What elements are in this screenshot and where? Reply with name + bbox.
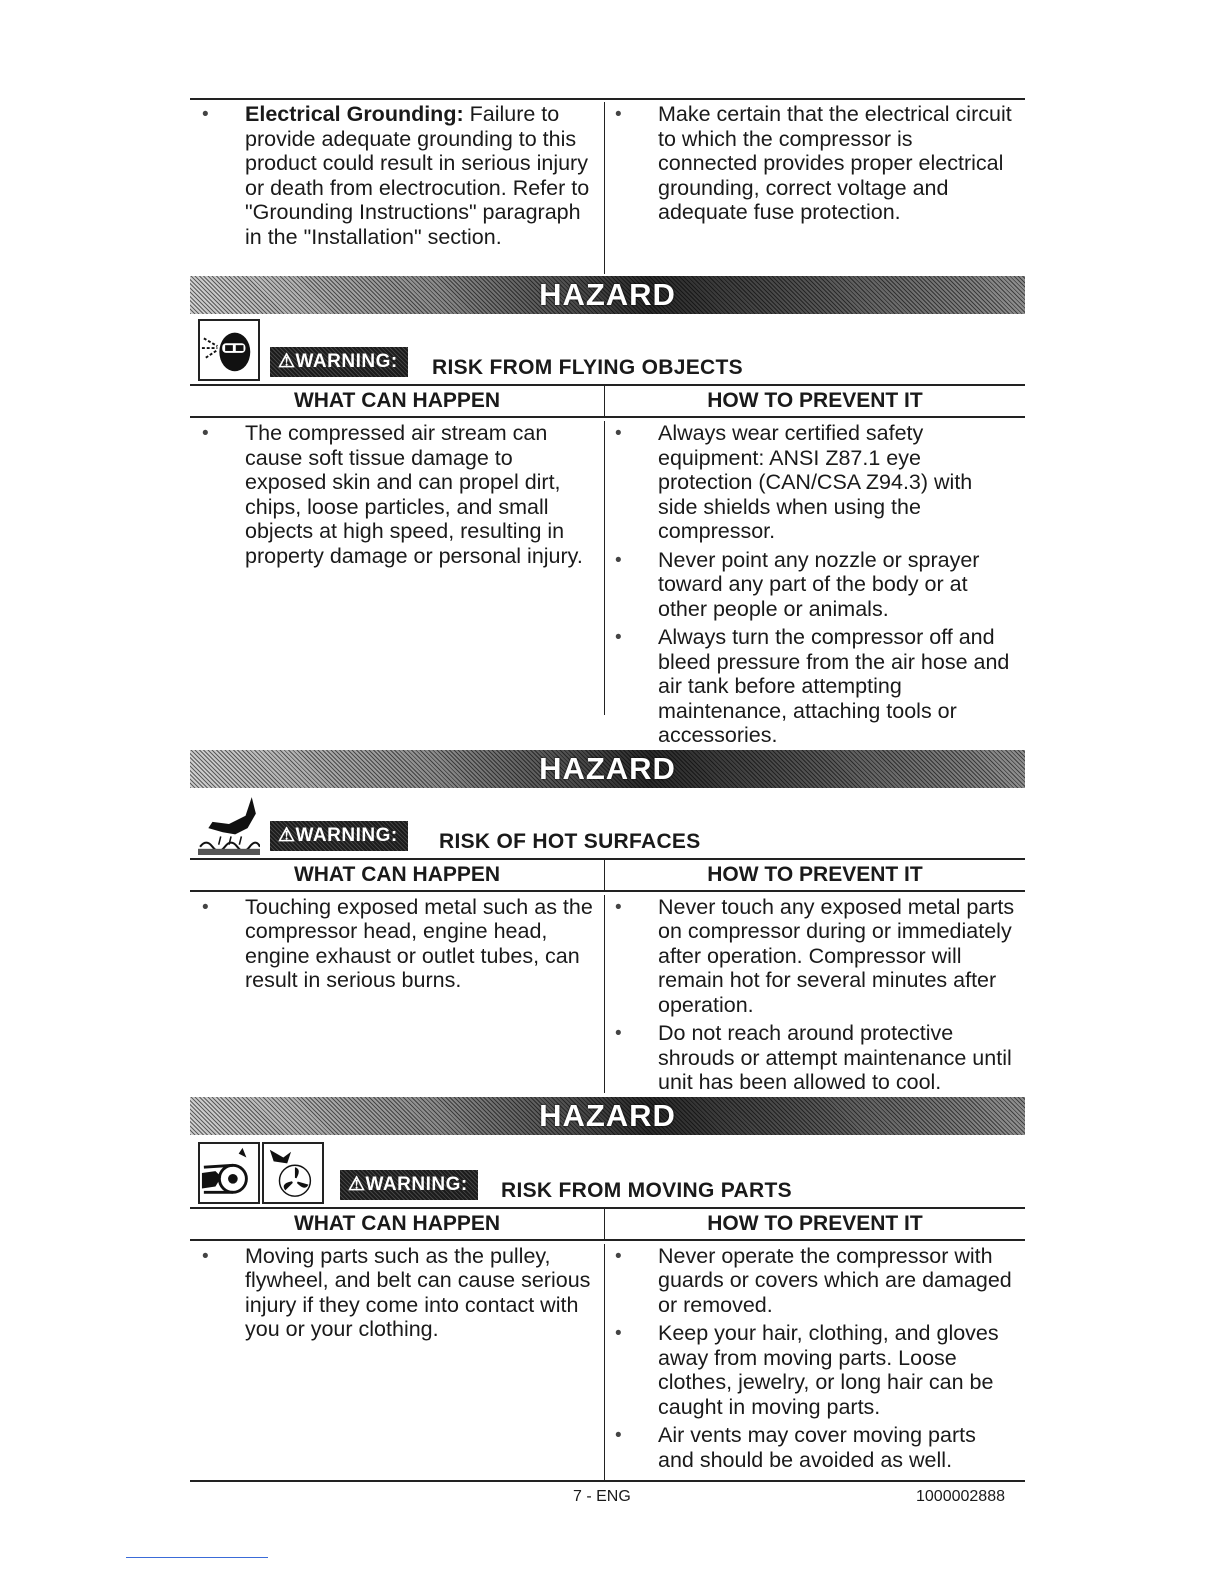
section-title: RISK FROM FLYING OBJECTS xyxy=(432,356,743,379)
grounding-lead: Electrical Grounding: xyxy=(245,102,464,126)
warning-line xyxy=(190,1135,1025,1207)
list-item: • Make certain that the electrical circuit to which the compressor is connected provides proper electrical grounding, correct voltage and adequate fuse protection. xyxy=(605,102,1025,225)
grounding-right-column xyxy=(605,102,1025,274)
column-headers xyxy=(190,858,1025,892)
pulley-belt-hand-icon xyxy=(198,1142,260,1204)
section-title: RISK OF HOT SURFACES xyxy=(439,829,701,853)
how-to-prevent-header: HOW TO PREVENT IT xyxy=(707,862,923,886)
hot-surface-hand-icon xyxy=(198,793,260,855)
section-body xyxy=(190,418,1025,748)
hazard-banner: HAZARD xyxy=(190,750,1025,788)
column-headers xyxy=(190,384,1025,418)
list-item: • The compressed air stream can cause soft tissue damage to exposed skin and can propel dirt, chips, loose particles, and small objects at high speed, resulting in property damage or personal injury. xyxy=(190,421,604,568)
list-item: • Always turn the compressor off and bleed pressure from the air hose and air tank before attempting maintenance, attaching tools or accessories. xyxy=(605,625,1025,748)
list-item: • Never point any nozzle or sprayer toward any part of the body or at other people or animals. xyxy=(605,548,1025,622)
warning-line xyxy=(190,788,1025,858)
list-item: • Touching exposed metal such as the compressor head, engine head, engine exhaust or outlet tubes, can result in serious burns. xyxy=(190,895,604,993)
how-to-prevent-header: HOW TO PREVENT IT xyxy=(707,389,923,412)
warning-line xyxy=(190,314,1025,384)
safety-goggles-icon xyxy=(198,319,260,381)
list-item: • Do not reach around protective shrouds or attempt maintenance until unit has been allowed to cool. xyxy=(605,1021,1025,1095)
section-body xyxy=(190,892,1025,1095)
what-can-happen-header: WHAT CAN HAPPEN xyxy=(190,1209,605,1239)
list-item: • Moving parts such as the pulley, flywheel, and belt can cause serious injury if they come into contact with you or your clothing. xyxy=(190,1244,604,1342)
what-can-happen-header: WHAT CAN HAPPEN xyxy=(190,860,605,890)
section-body xyxy=(190,1241,1025,1482)
safety-content xyxy=(190,98,1025,1482)
how-to-prevent-header: HOW TO PREVENT IT xyxy=(707,1211,923,1235)
list-item: • Electrical Grounding: Failure to provide adequate grounding to this product could result in serious injury or death from electrocution. Refer to "Grounding Instructions" paragraph in the "Installation" section. xyxy=(190,102,604,249)
hazard-banner: HAZARD xyxy=(190,276,1025,314)
section-title: RISK FROM MOVING PARTS xyxy=(501,1178,792,1202)
fan-hand-icon xyxy=(262,1142,324,1204)
list-item: • Always wear certified safety equipment: ANSI Z87.1 eye protection (CAN/CSA Z94.3) with side shields when using the compressor. xyxy=(605,421,1025,544)
warning-badge: ⚠WARNING: xyxy=(270,821,408,851)
grounding-left-column xyxy=(190,102,605,274)
warning-badge: ⚠WARNING: xyxy=(340,1170,478,1200)
divider xyxy=(126,1557,268,1558)
page-number: 7 - ENG xyxy=(573,1488,631,1505)
list-item: • Never touch any exposed metal parts on compressor during or immediately after operation. Compressor will remain hot for several minutes after operation. xyxy=(605,895,1025,1018)
hazard-banner: HAZARD xyxy=(190,1097,1025,1135)
list-item: • Air vents may cover moving parts and should be avoided as well. xyxy=(605,1423,1025,1472)
column-headers xyxy=(190,1207,1025,1241)
what-can-happen-header: WHAT CAN HAPPEN xyxy=(190,386,605,416)
document-number: 1000002888 xyxy=(916,1488,1005,1505)
warning-badge: ⚠WARNING: xyxy=(270,347,408,377)
grounding-block xyxy=(190,98,1025,274)
list-item: • Keep your hair, clothing, and gloves away from moving parts. Loose clothes, jewelry, or long hair can be caught in moving parts. xyxy=(605,1321,1025,1419)
list-item: • Never operate the compressor with guards or covers which are damaged or removed. xyxy=(605,1244,1025,1318)
